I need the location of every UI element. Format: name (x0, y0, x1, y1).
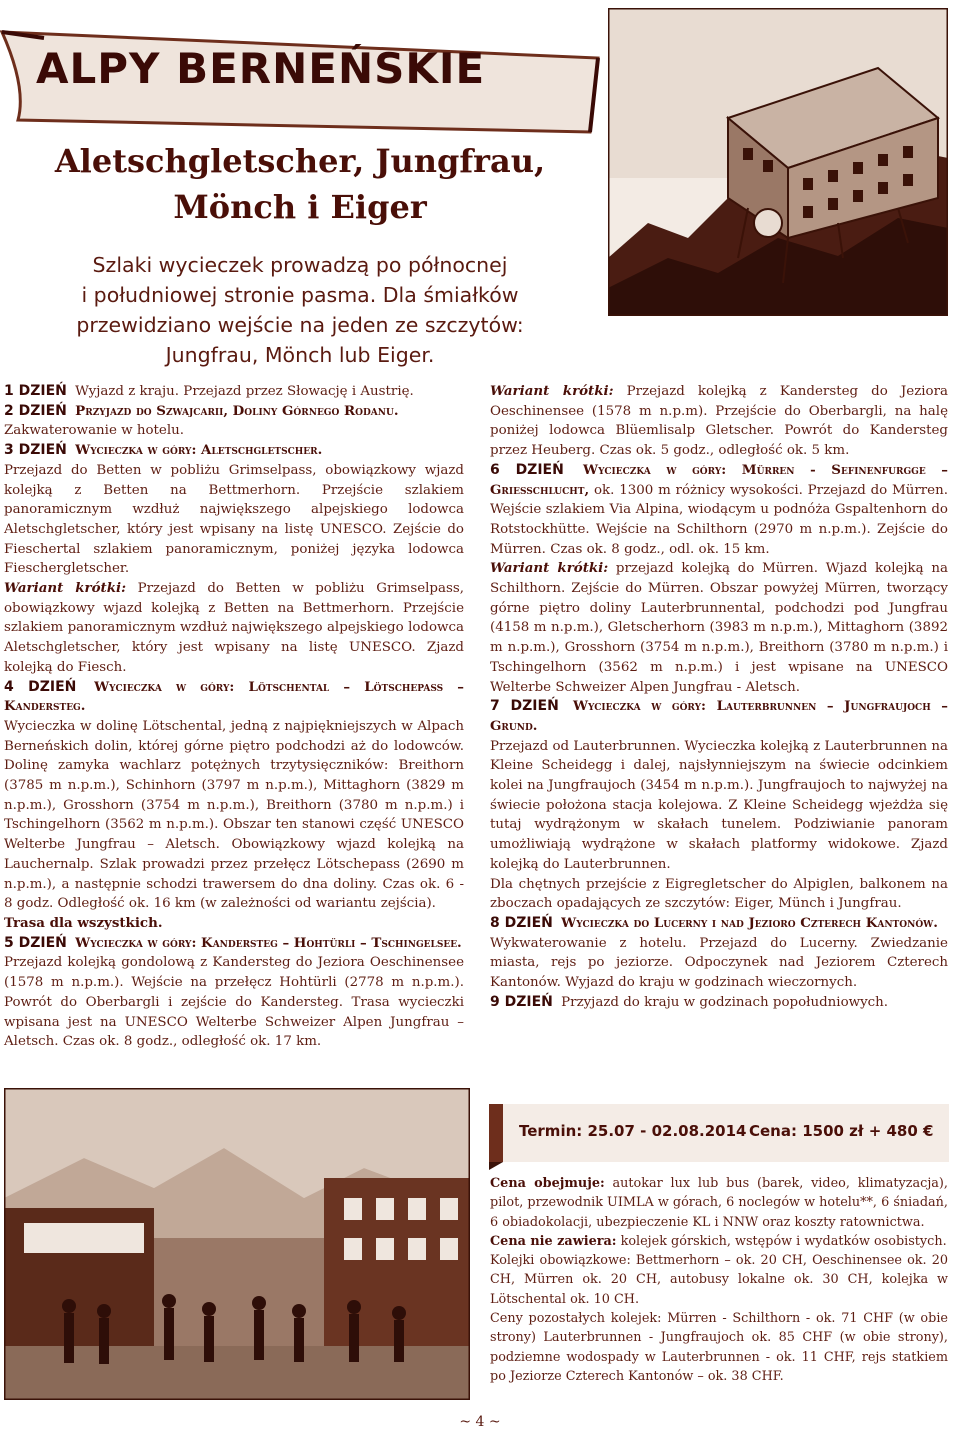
variant-text: Przejazd do Betten w pobliżu Grimselpass, obowiązkowy wjazd kolejką z Betten na Bettmerhorn. Przejście szlakiem panoramicznym wzdłuż największego alpejskiego lodowca Aletschgletscher, który jest wpisany na listę UNESCO. Zjazd kolejką do Fiesch. (4, 581, 464, 675)
day-8 (490, 914, 948, 993)
day-9 (490, 993, 948, 1013)
day-4 (4, 678, 464, 934)
variant-label: Wariant krótki: (4, 580, 127, 597)
day-5 (4, 934, 464, 1052)
day-label: 5 DZIEŃ (4, 934, 67, 951)
box-corner (489, 1162, 503, 1170)
term-label: Termin: 25.07 - 02.08.2014 (519, 1122, 747, 1140)
day-text: Wycieczka w dolinę Lötschental, jedną z najpiękniejszych w Alpach Berneńskich dolin, której górne piętro podchodzi aż do lodowców. Dolinę zamyka wachlarz potężnych trzytysięczników: Breithorn (3785 m n.p.m.), Schinhorn (3797 m n.p.m.), Mittaghorn (3829 m n.p.m.), Grosshorn (3754 m n.p.m.), Breithorn (3780 m n.p.m.) i Tschingelhorn (3562 m n.p.m.). Obszar ten stanowi część UNESCO Welterbe Jungfrau – Aletsch. Obowiązkowy wjazd kolejką na Lauchernalp. Szlak prowadzi przez przełęcz Lötschepass (2690 m n.p.m.), a następnie schodzi trawersem do dna doliny. Czas ok. 6 - 8 godz. Odległość ok. 16 km (w zależności od wariantu zejścia). (4, 718, 464, 912)
day-7-extra (490, 875, 948, 914)
itinerary-right-column (490, 382, 948, 1013)
other-railways: Ceny pozostałych kolejek: Mürren - Schilthorn - ok. 71 CHF (w obie strony) Lauterbrunnen - Jungfraujoch ok. 85 CHF (w obie strony), podziemne wodospady w Lauterbrunnen - ok. 11 CHF, rejs statkiem po Jeziorze Czterech Kantonów – ok. 38 CHF. (490, 1311, 948, 1384)
day-title: Wycieczka w góry: Mürren - Sefinenfurgge – Griesschlucht, (490, 461, 948, 498)
price-label: Cena: 1500 zł + 480 € (749, 1122, 934, 1140)
day-label: 1 DZIEŃ (4, 383, 67, 399)
variant-label: Wariant krótki: (490, 383, 614, 399)
day-text: Dla chętnych przejście z Eigregletscher do Alpiglen, balkonem na zboczach opadających ze szczytów: Eiger, Münch i Jungfrau. (490, 876, 948, 912)
day-text: Wyjazd z kraju. Przejazd przez Słowację i Austrię. (75, 384, 414, 399)
day-title: Przyjazd do Szwajcarii, Doliny Górnego Rodanu. (75, 402, 399, 419)
day-3-variant (4, 579, 464, 678)
day-title: Wycieczka w góry: Lauterbrunnen – Jungfraujoch – Grund. (490, 698, 948, 734)
day-text: Zakwaterowanie w hotelu. (4, 423, 185, 439)
day-label: 7 DZIEŃ (490, 698, 559, 715)
variant-label: Wariant krótki: (490, 560, 609, 577)
day-label: 6 DZIEŃ (490, 461, 564, 478)
page-number: ~ 4 ~ (459, 1414, 501, 1430)
mandatory-railways: Kolejki obowiązkowe: Bettmerhorn – ok. 20 CH, Oeschinensee ok. 20 CH, Mürren ok. 20 CH, autobusy lokalne ok. 30 CH, kolejka w Lötschental ok. 10 CH. (490, 1253, 948, 1307)
day-title: Wycieczka w góry: Kandersteg – Hohtürli – Tschingelsee. (75, 934, 462, 951)
day-text: Przejazd do Betten w pobliżu Grimselpass, obowiązkowy wjazd kolejką z Betten na Bettmerhorn. Przejście szlakiem panoramicznym wzdłuż największego alpejskiego lodowca Aletschgletscher, który jest wpisany na listę UNESCO. Zejście do Fieschertal szlakiem panoramicznym, poniżej języka lodowca Fieschergletscher. (4, 462, 464, 577)
headline (20, 138, 580, 230)
price-includes (490, 1174, 948, 1232)
day-6-variant (490, 559, 948, 697)
day-label: 8 DZIEŃ (490, 914, 553, 931)
day-text: Przyjazd do kraju w godzinach popołudniowych. (561, 994, 889, 1010)
excludes-label: Cena nie zawiera: (490, 1233, 617, 1249)
variant-text: przejazd kolejką do Mürren. Wjazd kolejką na Schilthorn. Zejście do Mürren. Obszar powyżej Mürren, tworzący górne piętro doliny Lauterbrunnental, podchodzi pod Jungfrau (4158 m n.p.m.), Gletscherhorn (3983 m n.p.m.), Mittaghorn (3892 m n.p.m.), Grosshorn (3754 m n.p.m.), Breithorn (3780 m n.p.m.) i Tschingelhorn (3562 m n.p.m.) i jest wpisane na UNESCO Welterbe Schweizer Alpen Jungfrau - Aletsch. (490, 561, 948, 695)
lead-line: Szlaki wycieczek prowadzą po północnej (92, 253, 508, 277)
costs-section (490, 1174, 948, 1386)
itinerary-left-column (4, 382, 464, 1052)
day-label: 3 DZIEŃ (4, 442, 67, 459)
includes-text: autokar lux lub bus (barek, video, klimatyzacja), pilot, przewodnik UIMLA w górach, 6 noclegów w hotelu**, 6 śniadań, 6 obiadokolacji, ubezpieczenie KL i NNW oraz koszty ratownictwa. (490, 1176, 948, 1230)
price-excludes (490, 1232, 948, 1251)
page-title: ALPY BERNEŃSKIE (36, 44, 486, 93)
day-6 (490, 461, 948, 560)
day-title: Wycieczka w góry: Lötschental – Lötschepass – Kandersteg. (4, 678, 464, 715)
day-label: 2 DZIEŃ (4, 402, 67, 419)
day-1 (4, 382, 464, 402)
day-text: Wykwaterowanie z hotelu. Przejazd do Lucerny. Zwiedzanie miasta, rejs po jeziorze. Odpoczynek nad Jeziorem Czterech Kantonów. Wyjazd do kraju w godzinach wieczornych. (490, 935, 948, 991)
lead-line: i południowej stronie pasma. Dla śmiałków (81, 283, 519, 307)
headline-line: Mönch i Eiger (173, 188, 427, 226)
day-2 (4, 402, 464, 441)
village-street-photo (4, 1088, 470, 1400)
variant-text: Przejazd kolejką z Kandersteg do Jeziora Oeschinensee (1578 m n.p.m). Przejście do Oberbargli, na halę poniżej lodowca Blüemlisalp Gletscher. Powrót do Kandersteg przez Heuberg. Czas ok. 5 godz., odległość ok. 5 km. (490, 384, 948, 459)
day-note: Trasa dla wszystkich. (4, 914, 163, 931)
day-5-variant (490, 382, 948, 461)
day-title: Wycieczka w góry: Aletschgletscher. (75, 442, 323, 459)
mountain-hut-photo (608, 8, 948, 316)
day-3 (4, 441, 464, 579)
day-7 (490, 697, 948, 874)
day-label: 4 DZIEŃ (4, 678, 77, 695)
day-text: ok. 1300 m różnicy wysokości. Przejazd do Mürren. Wejście szlakiem Via Alpina, wiodącym u podnóża Gspaltenhorn do Rotstockhütte. Wejście na Schilthorn (2970 m n.p.m.). Zejście do Mürren. Czas ok. 8 godz., odl. ok. 15 km. (490, 482, 948, 557)
lead-paragraph (20, 250, 580, 370)
includes-label: Cena obejmuje: (490, 1176, 605, 1191)
day-text: Przejazd od Lauterbrunnen. Wycieczka kolejką z Lauterbrunnen na Kleine Scheidegg i dalej, najsłynniejszym na świecie odcinkiem kolei na Jungfraujoch (3454 m n.p.m.). Jungfraujoch to najwyżej na świecie położona stacja kolejowa. Z Kleine Scheidegg wjeżdża się tutaj wydrążonym w skałach tunelem. Podziwianie panoram umożliwiają wydrążone w skałach platformy widokowe. Zjazd kolejką do Lauterbrunnen. (490, 738, 948, 872)
term-price-box (489, 1104, 949, 1162)
headline-line: Aletschgletscher, Jungfrau, (54, 142, 546, 180)
lead-line: Jungfrau, Mönch lub Eiger. (165, 343, 435, 367)
day-text: Przejazd kolejką gondolową z Kandersteg do Jeziora Oeschinensee (1578 m n.p.m.). Wejście na przełęcz Hohtürli (2778 m n.p.m.). Powrót do Oberbargli i zejście do Kandersteg. Trasa wycieczki wpisana jest na UNESCO Welterbe Schweizer Alpen Jungfrau – Aletsch. Czas ok. 8 godz., odległość ok. 17 km. (4, 955, 464, 1050)
day-label: 9 DZIEŃ (490, 993, 553, 1010)
day-title: Wycieczka do Lucerny i nad Jezioro Czterech Kantonów. (561, 914, 938, 931)
lead-line: przewidziano wejście na jeden ze szczytów: (76, 313, 524, 337)
excludes-text: kolejek górskich, wstępów i wydatków osobistych. (620, 1233, 947, 1249)
